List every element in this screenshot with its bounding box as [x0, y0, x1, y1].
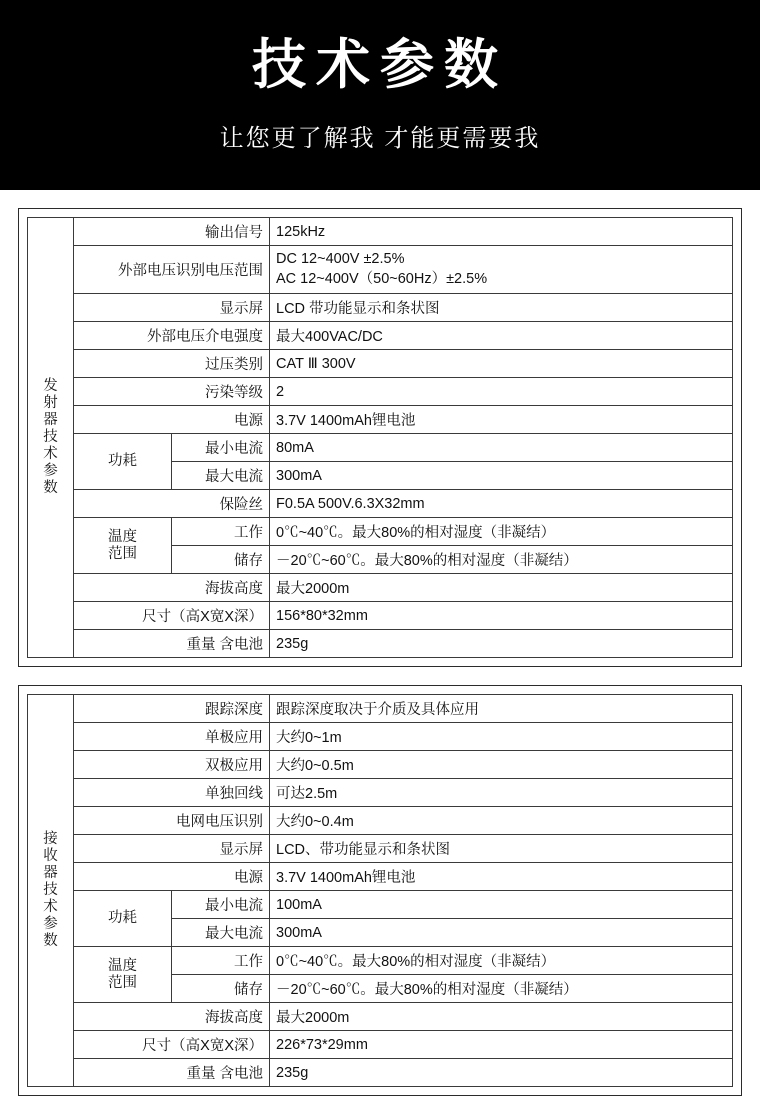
group-label-temperature: 温度 范围: [74, 947, 172, 1003]
row-value: [270, 246, 733, 294]
row-label: 污染等级: [74, 378, 270, 406]
row-label: 最大电流: [172, 462, 270, 490]
row-value-line-2: AC 12~400V（50~60Hz）±2.5%: [276, 270, 488, 287]
row-label: 工作: [172, 518, 270, 546]
row-label: 输出信号: [74, 218, 270, 246]
table-row: [28, 218, 733, 246]
row-value: LCD 带功能显示和条状图: [270, 294, 733, 322]
row-label: 电网电压识别: [74, 807, 270, 835]
table-row: [28, 602, 733, 630]
table-row: [28, 294, 733, 322]
row-label: 重量 含电池: [74, 630, 270, 658]
row-value: 226*73*29mm: [270, 1031, 733, 1059]
table-row: [28, 947, 733, 975]
row-value: F0.5A 500V.6.3X32mm: [270, 490, 733, 518]
row-label: 储存: [172, 975, 270, 1003]
row-value: 300mA: [270, 919, 733, 947]
page-title: 技术参数: [252, 35, 508, 95]
row-value: 3.7V 1400mAh锂电池: [270, 406, 733, 434]
row-label: 双极应用: [74, 751, 270, 779]
row-label: 单极应用: [74, 723, 270, 751]
row-label: 跟踪深度: [74, 695, 270, 723]
table-row: [28, 835, 733, 863]
row-value: LCD、带功能显示和条状图: [270, 835, 733, 863]
table-row: [28, 807, 733, 835]
table-row: [28, 490, 733, 518]
header-banner: [0, 0, 760, 190]
row-label: 海拔高度: [74, 574, 270, 602]
row-value: 156*80*32mm: [270, 602, 733, 630]
table-row: [28, 434, 733, 462]
row-label: 储存: [172, 546, 270, 574]
table-row: [28, 695, 733, 723]
row-value: 最大2000m: [270, 1003, 733, 1031]
row-label: 电源: [74, 406, 270, 434]
table-row: [28, 350, 733, 378]
row-value: 235g: [270, 1059, 733, 1087]
row-value: 125kHz: [270, 218, 733, 246]
row-value: 可达2.5m: [270, 779, 733, 807]
table-row: [28, 1003, 733, 1031]
table-row: [28, 574, 733, 602]
row-label: 重量 含电池: [74, 1059, 270, 1087]
table-row: [28, 1031, 733, 1059]
transmitter-spec-block: [18, 208, 742, 667]
row-label: 保险丝: [74, 490, 270, 518]
receiver-rows: [28, 695, 733, 1087]
row-label: 尺寸（高X宽X深）: [74, 602, 270, 630]
group-label-power: 功耗: [74, 891, 172, 947]
row-value: 100mA: [270, 891, 733, 919]
row-label: 单独回线: [74, 779, 270, 807]
row-label: 外部电压识别电压范围: [74, 246, 270, 294]
table-row: [28, 378, 733, 406]
row-value: 大约0~0.5m: [270, 751, 733, 779]
table-row: [28, 723, 733, 751]
table-row: [28, 863, 733, 891]
row-label: 最大电流: [172, 919, 270, 947]
table-row: [28, 1059, 733, 1087]
group-label-temperature: 温度 范围: [74, 518, 172, 574]
receiver-spec-table: [27, 694, 733, 1087]
row-value: 大约0~0.4m: [270, 807, 733, 835]
row-label: 显示屏: [74, 835, 270, 863]
row-label: 外部电压介电强度: [74, 322, 270, 350]
row-label: 工作: [172, 947, 270, 975]
row-value: 最大2000m: [270, 574, 733, 602]
row-value: 300mA: [270, 462, 733, 490]
row-value: CAT Ⅲ 300V: [270, 350, 733, 378]
table-row: [28, 406, 733, 434]
row-value: 大约0~1m: [270, 723, 733, 751]
row-value: 0℃~40℃。最大80%的相对湿度（非凝结）: [270, 947, 733, 975]
row-value: －20℃~60℃。最大80%的相对湿度（非凝结）: [270, 546, 733, 574]
row-label: 过压类别: [74, 350, 270, 378]
row-label: 显示屏: [74, 294, 270, 322]
category-label-receiver: 接 收 器 技 术 参 数: [28, 695, 74, 1087]
row-value: 0℃~40℃。最大80%的相对湿度（非凝结）: [270, 518, 733, 546]
page-subtitle: 让您更了解我 才能更需要我: [219, 125, 541, 153]
category-label-transmitter: 发 射 器 技 术 参 数: [28, 218, 74, 658]
row-value: 最大400VAC/DC: [270, 322, 733, 350]
table-row: [28, 322, 733, 350]
row-value-line-1: DC 12~400V ±2.5%: [276, 251, 405, 267]
row-label: 最小电流: [172, 434, 270, 462]
row-value: 3.7V 1400mAh锂电池: [270, 863, 733, 891]
row-value: －20℃~60℃。最大80%的相对湿度（非凝结）: [270, 975, 733, 1003]
row-value: 2: [270, 378, 733, 406]
table-row: [28, 630, 733, 658]
receiver-spec-block: [18, 685, 742, 1096]
group-label-power: 功耗: [74, 434, 172, 490]
row-value: 跟踪深度取决于介质及具体应用: [270, 695, 733, 723]
transmitter-spec-table: [27, 217, 733, 658]
row-value: 235g: [270, 630, 733, 658]
table-row: [28, 246, 733, 294]
row-label: 尺寸（高X宽X深）: [74, 1031, 270, 1059]
row-label: 最小电流: [172, 891, 270, 919]
row-label: 电源: [74, 863, 270, 891]
table-row: [28, 779, 733, 807]
row-label: 海拔高度: [74, 1003, 270, 1031]
row-value: 80mA: [270, 434, 733, 462]
transmitter-rows: [28, 218, 733, 658]
table-row: [28, 518, 733, 546]
table-row: [28, 751, 733, 779]
table-row: [28, 891, 733, 919]
